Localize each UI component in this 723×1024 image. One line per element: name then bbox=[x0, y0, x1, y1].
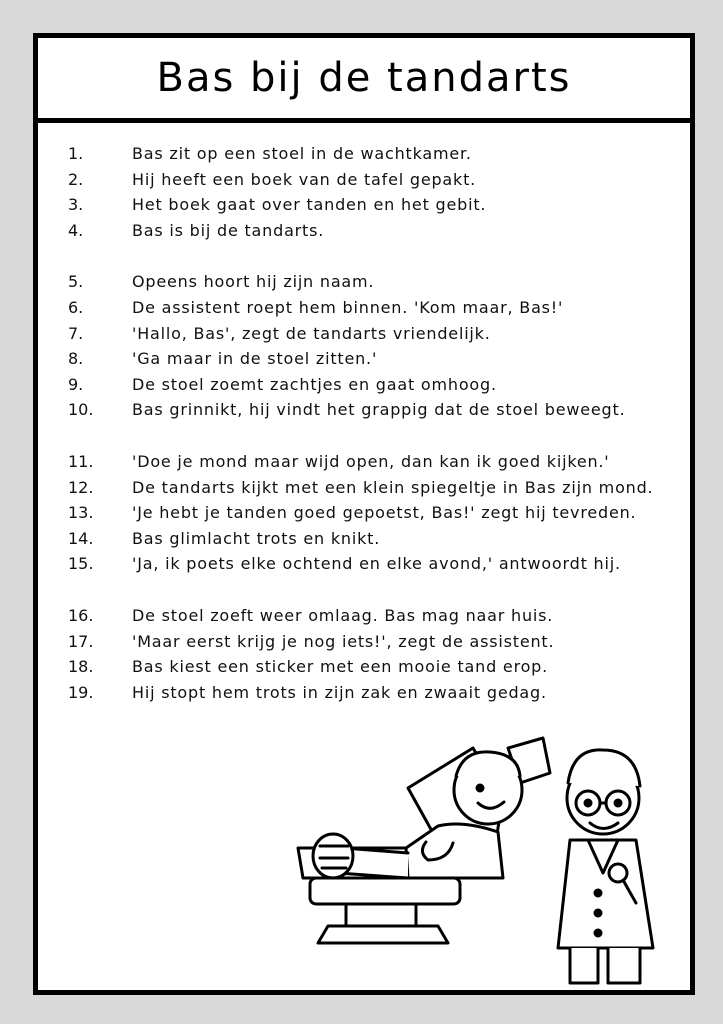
line-text: Bas is bij de tandarts. bbox=[132, 220, 325, 240]
story-line bbox=[68, 680, 688, 706]
line-number: 7. bbox=[68, 323, 84, 343]
line-number: 6. bbox=[68, 297, 84, 317]
paragraph-gap bbox=[68, 243, 688, 269]
line-text: Hij stopt hem trots in zijn zak en zwaait gedag. bbox=[132, 682, 547, 702]
line-text: Opeens hoort hij zijn naam. bbox=[132, 272, 375, 292]
paragraph-gap bbox=[68, 423, 688, 449]
line-number: 3. bbox=[68, 195, 84, 215]
story-line bbox=[68, 192, 688, 218]
story-line bbox=[68, 346, 688, 372]
line-text: Het boek gaat over tanden en het gebit. bbox=[132, 195, 487, 215]
story-line bbox=[68, 321, 688, 347]
line-text: Bas zit op een stoel in de wachtkamer. bbox=[132, 144, 472, 163]
line-number: 12. bbox=[68, 477, 94, 497]
line-number: 13. bbox=[68, 503, 94, 523]
line-text: 'Hallo, Bas', zegt de tandarts vriendelijk. bbox=[132, 323, 491, 343]
line-text: De stoel zoemt zachtjes en gaat omhoog. bbox=[132, 374, 497, 394]
worksheet bbox=[33, 33, 695, 995]
story-line bbox=[68, 372, 688, 398]
line-number: 14. bbox=[68, 528, 94, 548]
story-line bbox=[68, 475, 688, 501]
line-text: 'Maar eerst krijg je nog iets!', zegt de assistent. bbox=[132, 631, 555, 651]
line-text: Bas kiest een sticker met een mooie tand erop. bbox=[132, 657, 549, 677]
line-number: 1. bbox=[68, 144, 84, 163]
story-line bbox=[68, 295, 688, 321]
line-text: Bas glimlacht trots en knikt. bbox=[132, 528, 381, 548]
line-number: 2. bbox=[68, 169, 84, 189]
story-line bbox=[68, 603, 688, 629]
story-line bbox=[68, 654, 688, 680]
line-number: 18. bbox=[68, 657, 94, 677]
story-line bbox=[68, 397, 688, 423]
paragraph-gap bbox=[68, 577, 688, 603]
line-text: 'Ja, ik poets elke ochtend en elke avond,' antwoordt hij. bbox=[132, 554, 621, 574]
story-line bbox=[68, 526, 688, 552]
line-text: De tandarts kijkt met een klein spiegeltje in Bas zijn mond. bbox=[132, 477, 654, 497]
line-number: 9. bbox=[68, 374, 84, 394]
story-line bbox=[68, 500, 688, 526]
line-number: 10. bbox=[68, 400, 94, 420]
story-line bbox=[68, 141, 688, 167]
story-line bbox=[68, 167, 688, 193]
line-text: Bas grinnikt, hij vindt het grappig dat de stoel beweegt. bbox=[132, 400, 626, 420]
dentist-figure bbox=[558, 750, 653, 983]
page-title: Bas bij de tandarts bbox=[156, 55, 572, 101]
title-bar bbox=[38, 38, 690, 123]
line-number: 11. bbox=[68, 451, 94, 471]
story-line bbox=[68, 629, 688, 655]
boy-figure bbox=[313, 752, 522, 878]
line-text: De assistent roept hem binnen. 'Kom maar, Bas!' bbox=[132, 297, 564, 317]
line-text: Hij heeft een boek van de tafel gepakt. bbox=[132, 169, 477, 189]
line-number: 15. bbox=[68, 554, 94, 574]
line-text: 'Je hebt je tanden goed gepoetst, Bas!' zegt hij tevreden. bbox=[132, 503, 637, 523]
line-text: 'Ga maar in de stoel zitten.' bbox=[132, 349, 378, 369]
story-line bbox=[68, 218, 688, 244]
story-line bbox=[68, 551, 688, 577]
line-number: 5. bbox=[68, 272, 84, 292]
line-text: De stoel zoeft weer omlaag. Bas mag naar huis. bbox=[132, 605, 554, 625]
line-number: 16. bbox=[68, 605, 94, 625]
story-line bbox=[68, 449, 688, 475]
line-number: 19. bbox=[68, 682, 94, 702]
line-number: 8. bbox=[68, 349, 84, 369]
story-lines bbox=[68, 141, 688, 705]
line-number: 17. bbox=[68, 631, 94, 651]
story-line bbox=[68, 269, 688, 295]
line-number: 4. bbox=[68, 220, 84, 240]
dentist-scene-illustration bbox=[258, 728, 678, 990]
line-text: 'Doe je mond maar wijd open, dan kan ik goed kijken.' bbox=[132, 451, 610, 471]
